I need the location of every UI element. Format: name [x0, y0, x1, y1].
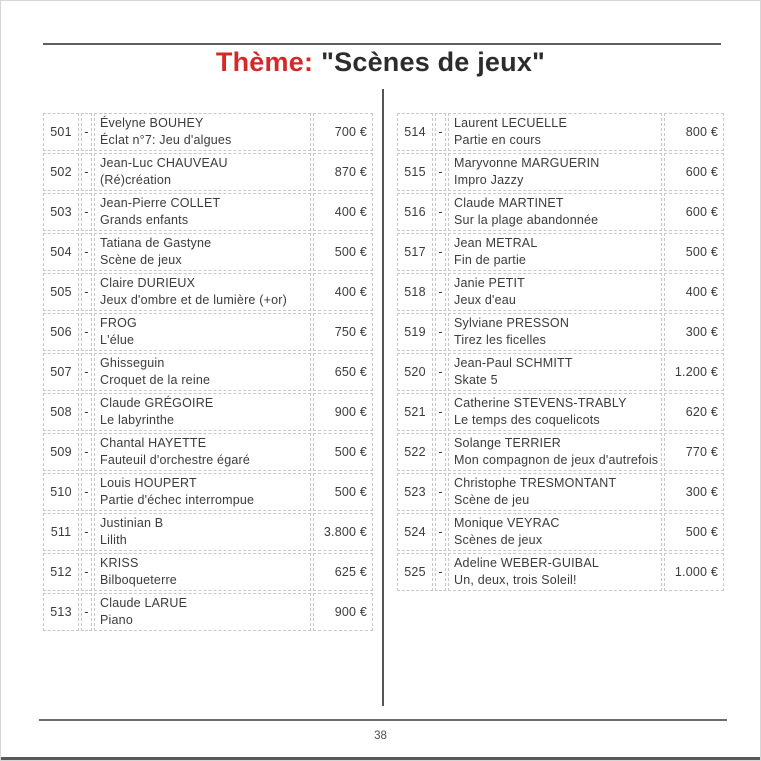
entry-separator: - — [435, 233, 446, 271]
entry-price: 900 € — [313, 393, 373, 431]
entry-text — [448, 233, 662, 271]
entry-text — [94, 593, 311, 631]
entry-text — [94, 473, 311, 511]
entry-separator: - — [435, 113, 446, 151]
work-title: Skate 5 — [454, 373, 498, 387]
catalog-row — [43, 113, 373, 151]
catalog-row — [397, 233, 724, 271]
entry-text — [94, 313, 311, 351]
artist-name: Jean METRAL — [454, 236, 538, 250]
entry-price: 770 € — [664, 433, 724, 471]
entry-number: 518 — [397, 273, 433, 311]
entry-price: 3.800 € — [313, 513, 373, 551]
entry-separator: - — [435, 553, 446, 591]
work-title: Sur la plage abandonnée — [454, 213, 599, 227]
left-tbody — [43, 113, 373, 631]
entry-price: 300 € — [664, 313, 724, 351]
catalog-table-left — [41, 111, 375, 633]
artist-name: KRISS — [100, 556, 139, 570]
catalog-row — [43, 393, 373, 431]
entry-text — [448, 353, 662, 391]
catalog-row — [397, 113, 724, 151]
entry-number: 506 — [43, 313, 79, 351]
entry-separator: - — [435, 473, 446, 511]
entry-separator: - — [81, 153, 92, 191]
catalog-row — [397, 393, 724, 431]
entry-number: 502 — [43, 153, 79, 191]
catalog-row — [397, 313, 724, 351]
artist-name: FROG — [100, 316, 137, 330]
entry-separator: - — [81, 353, 92, 391]
catalog-row — [43, 433, 373, 471]
entry-separator: - — [435, 393, 446, 431]
work-title: Impro Jazzy — [454, 173, 524, 187]
work-title: Jeux d'ombre et de lumière (+or) — [100, 293, 287, 307]
entry-price: 500 € — [664, 513, 724, 551]
artist-name: Claire DURIEUX — [100, 276, 196, 290]
work-title: Partie en cours — [454, 133, 542, 147]
entry-price: 625 € — [313, 553, 373, 591]
artist-name: Tatiana de Gastyne — [100, 236, 212, 250]
entry-price: 870 € — [313, 153, 373, 191]
catalog-row — [43, 233, 373, 271]
entry-price: 1.000 € — [664, 553, 724, 591]
entry-number: 514 — [397, 113, 433, 151]
artist-name: Louis HOUPERT — [100, 476, 197, 490]
entry-text — [448, 193, 662, 231]
entry-number: 507 — [43, 353, 79, 391]
catalog-row — [43, 273, 373, 311]
entry-number: 504 — [43, 233, 79, 271]
artist-name: Jean-Luc CHAUVEAU — [100, 156, 228, 170]
work-title: Scène de jeux — [100, 253, 182, 267]
entry-number: 505 — [43, 273, 79, 311]
entry-number: 516 — [397, 193, 433, 231]
work-title: Tirez les ficelles — [454, 333, 547, 347]
artist-name: Laurent LECUELLE — [454, 116, 567, 130]
title-theme-value: "Scènes de jeux" — [321, 47, 546, 77]
entry-price: 750 € — [313, 313, 373, 351]
entry-number: 510 — [43, 473, 79, 511]
work-title: Grands enfants — [100, 213, 189, 227]
artist-name: Janie PETIT — [454, 276, 525, 290]
artist-name: Christophe TRESMONTANT — [454, 476, 617, 490]
entry-price: 700 € — [313, 113, 373, 151]
catalog-row — [43, 553, 373, 591]
artist-name: Jean-Paul SCHMITT — [454, 356, 573, 370]
artist-name: Ghisseguin — [100, 356, 165, 370]
entry-number: 515 — [397, 153, 433, 191]
work-title: Le temps des coquelicots — [454, 413, 600, 427]
entry-text — [94, 273, 311, 311]
entry-number: 508 — [43, 393, 79, 431]
entry-text — [94, 433, 311, 471]
catalog-right-column — [395, 111, 726, 593]
work-title: Scènes de jeux — [454, 533, 543, 547]
entry-text — [94, 553, 311, 591]
catalog-row — [43, 473, 373, 511]
entry-number: 525 — [397, 553, 433, 591]
entry-separator: - — [81, 473, 92, 511]
entry-price: 900 € — [313, 593, 373, 631]
entry-separator: - — [435, 273, 446, 311]
entry-number: 517 — [397, 233, 433, 271]
artist-name: Solange TERRIER — [454, 436, 561, 450]
entry-text — [94, 393, 311, 431]
entry-separator: - — [81, 513, 92, 551]
artist-name: Adeline WEBER-GUIBAL — [454, 556, 600, 570]
entry-text — [448, 393, 662, 431]
work-title: (Ré)création — [100, 173, 172, 187]
entry-price: 400 € — [313, 193, 373, 231]
entry-price: 600 € — [664, 193, 724, 231]
entry-number: 519 — [397, 313, 433, 351]
entry-separator: - — [435, 513, 446, 551]
right-tbody — [397, 113, 724, 591]
entry-price: 1.200 € — [664, 353, 724, 391]
title-theme-label: Thème: — [215, 47, 314, 77]
entry-price: 500 € — [313, 433, 373, 471]
entry-separator: - — [435, 193, 446, 231]
entry-text — [448, 273, 662, 311]
page-bottom-edge — [1, 757, 760, 760]
artist-name: Sylviane PRESSON — [454, 316, 570, 330]
entry-separator: - — [435, 353, 446, 391]
entry-text — [94, 513, 311, 551]
entry-number: 501 — [43, 113, 79, 151]
entry-separator: - — [81, 273, 92, 311]
page-title — [1, 47, 760, 78]
work-title: Lilith — [100, 533, 127, 547]
catalog-row — [43, 513, 373, 551]
catalog-row — [43, 353, 373, 391]
catalog-row — [397, 473, 724, 511]
artist-name: Catherine STEVENS-TRABLY — [454, 396, 627, 410]
artist-name: Chantal HAYETTE — [100, 436, 207, 450]
work-title: Un, deux, trois Soleil! — [454, 573, 577, 587]
artist-name: Justinian B — [100, 516, 164, 530]
work-title: Éclat n°7: Jeu d'algues — [100, 133, 232, 147]
work-title: Le labyrinthe — [100, 413, 175, 427]
entry-text — [448, 113, 662, 151]
work-title: Croquet de la reine — [100, 373, 211, 387]
entry-number: 522 — [397, 433, 433, 471]
artist-name: Maryvonne MARGUERIN — [454, 156, 600, 170]
entry-text — [448, 153, 662, 191]
entry-number: 513 — [43, 593, 79, 631]
catalog-row — [43, 593, 373, 631]
entry-price: 800 € — [664, 113, 724, 151]
artist-name: Claude GRÉGOIRE — [100, 396, 214, 410]
entry-text — [448, 553, 662, 591]
entry-separator: - — [81, 553, 92, 591]
entry-number: 509 — [43, 433, 79, 471]
catalog-row — [397, 553, 724, 591]
work-title: Fauteuil d'orchestre égaré — [100, 453, 251, 467]
work-title: Scène de jeu — [454, 493, 530, 507]
catalog-row — [397, 153, 724, 191]
entry-text — [448, 313, 662, 351]
column-divider — [382, 89, 384, 706]
entry-separator: - — [81, 193, 92, 231]
entry-price: 300 € — [664, 473, 724, 511]
entry-price: 500 € — [664, 233, 724, 271]
page-number: 38 — [374, 730, 387, 742]
work-title: L'élue — [100, 333, 135, 347]
entry-price: 620 € — [664, 393, 724, 431]
artist-name: Évelyne BOUHEY — [100, 116, 204, 130]
entry-text — [448, 433, 662, 471]
catalog-row — [43, 313, 373, 351]
catalog-row — [397, 433, 724, 471]
entry-separator: - — [81, 393, 92, 431]
entry-number: 503 — [43, 193, 79, 231]
catalog-left-column — [41, 111, 375, 633]
entry-price: 400 € — [664, 273, 724, 311]
work-title: Jeux d'eau — [454, 293, 517, 307]
entry-price: 500 € — [313, 473, 373, 511]
entry-separator: - — [81, 593, 92, 631]
work-title: Partie d'échec interrompue — [100, 493, 255, 507]
catalog-row — [397, 513, 724, 551]
entry-separator: - — [81, 233, 92, 271]
entry-number: 523 — [397, 473, 433, 511]
entry-number: 520 — [397, 353, 433, 391]
entry-separator: - — [435, 153, 446, 191]
catalog-row — [397, 193, 724, 231]
artist-name: Claude MARTINET — [454, 196, 564, 210]
catalog-row — [43, 193, 373, 231]
entry-separator: - — [435, 433, 446, 471]
work-title: Mon compagnon de jeux d'autrefois — [454, 453, 659, 467]
footer-rule — [39, 719, 727, 721]
artist-name: Monique VEYRAC — [454, 516, 560, 530]
catalog-table-right — [395, 111, 726, 593]
catalog-row — [397, 273, 724, 311]
top-rule — [43, 43, 721, 45]
entry-price: 500 € — [313, 233, 373, 271]
entry-price: 650 € — [313, 353, 373, 391]
work-title: Piano — [100, 613, 133, 627]
entry-number: 511 — [43, 513, 79, 551]
work-title: Fin de partie — [454, 253, 527, 267]
entry-price: 600 € — [664, 153, 724, 191]
entry-text — [94, 233, 311, 271]
catalog-row — [43, 153, 373, 191]
entry-text — [94, 353, 311, 391]
entry-price: 400 € — [313, 273, 373, 311]
artist-name: Claude LARUE — [100, 596, 188, 610]
entry-text — [94, 113, 311, 151]
entry-text — [448, 513, 662, 551]
entry-number: 512 — [43, 553, 79, 591]
entry-separator: - — [435, 313, 446, 351]
work-title: Bilboqueterre — [100, 573, 177, 587]
entry-text — [94, 153, 311, 191]
catalog-row — [397, 353, 724, 391]
entry-number: 524 — [397, 513, 433, 551]
entry-separator: - — [81, 313, 92, 351]
entry-number: 521 — [397, 393, 433, 431]
entry-text — [94, 193, 311, 231]
entry-separator: - — [81, 433, 92, 471]
artist-name: Jean-Pierre COLLET — [100, 196, 221, 210]
entry-separator: - — [81, 113, 92, 151]
entry-text — [448, 473, 662, 511]
